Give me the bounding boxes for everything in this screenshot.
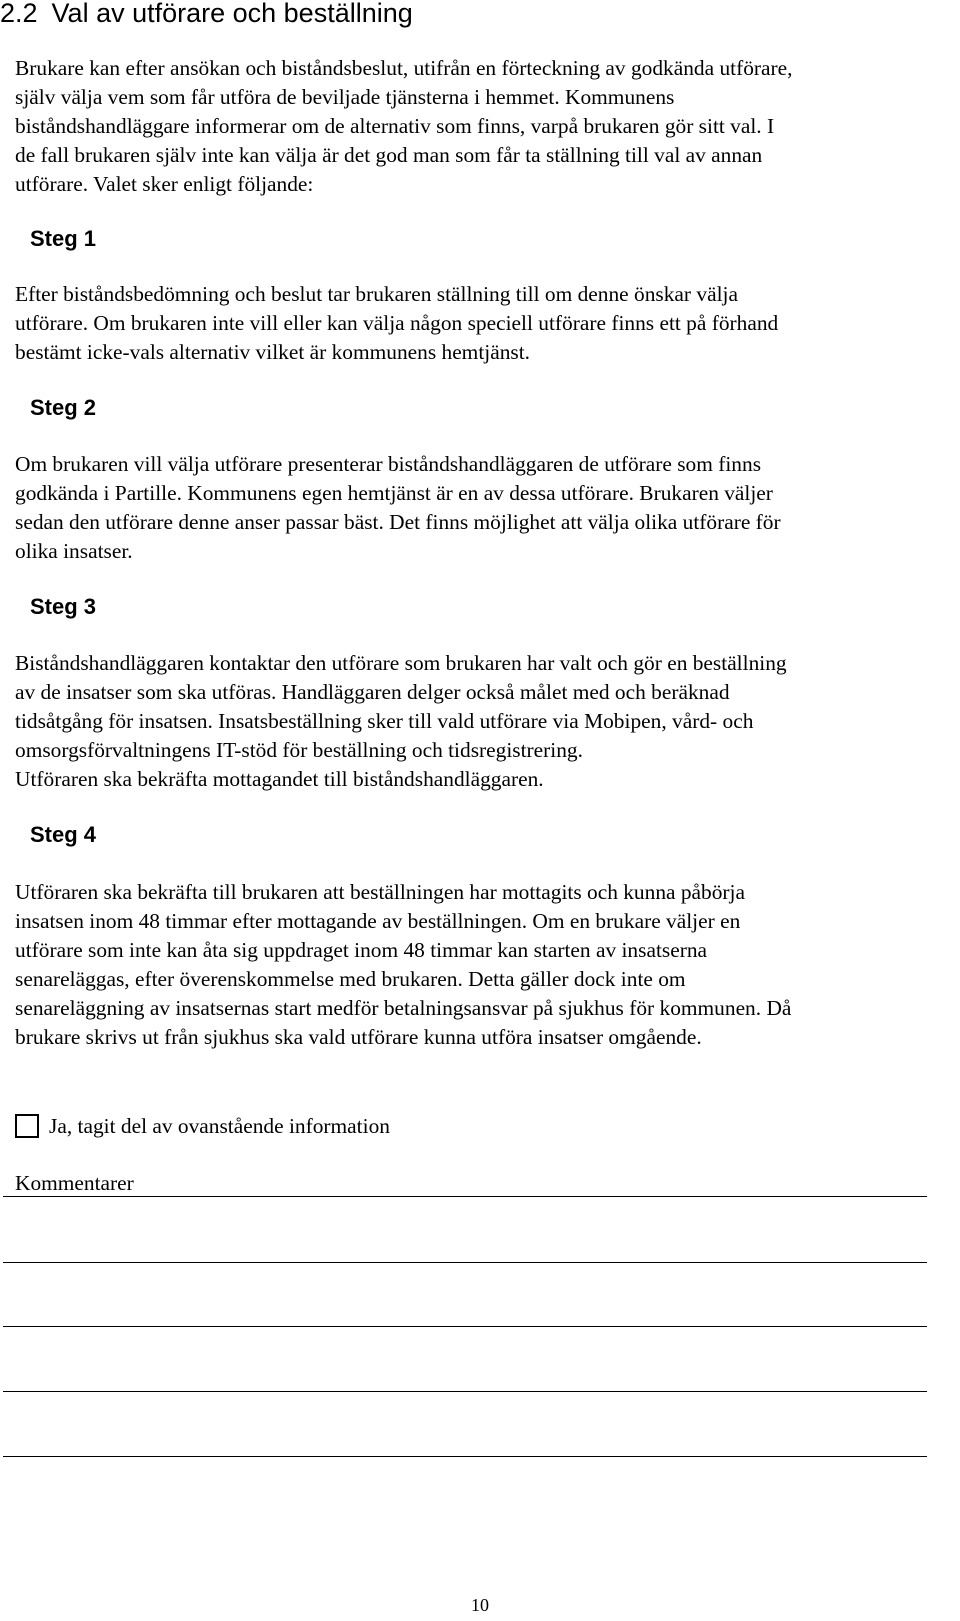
- step-2-line: sedan den utförare denne anser passar bäst. Det finns möjlighet att välja olika utförare för: [15, 510, 781, 534]
- comment-line[interactable]: [3, 1326, 927, 1327]
- section-number: 2.2: [0, 0, 38, 28]
- comment-line[interactable]: [3, 1391, 927, 1392]
- section-title: Val av utförare och beställning: [51, 0, 413, 28]
- step-4-line: insatsen inom 48 timmar efter mottagande av beställningen. Om en brukare väljer en: [15, 909, 741, 933]
- step-4-line: Utföraren ska bekräfta till brukaren att beställningen har mottagits och kunna påbörja: [15, 880, 745, 904]
- intro-line: biståndshandläggare informerar om de alternativ som finns, varpå brukaren gör sitt val. I: [15, 114, 775, 138]
- intro-line: de fall brukaren själv inte kan välja är det god man som får ta ställning till val av annan: [15, 143, 763, 167]
- step-4-line: senareläggning av insatsernas start medför betalningsansvar på sjukhus för kommunen. Då: [15, 996, 792, 1020]
- confirmation-row[interactable]: [15, 1111, 390, 1141]
- step-4-paragraph: [15, 878, 940, 1052]
- step-2-line: olika insatser.: [15, 539, 133, 563]
- step-1-line: Efter biståndsbedömning och beslut tar brukaren ställning till om denne önskar välja: [15, 282, 738, 306]
- step-3-line: omsorgsförvaltningens IT-stöd för beställning och tidsregistrering.: [15, 738, 583, 762]
- comment-line[interactable]: [3, 1196, 927, 1197]
- step-4-line: senareläggas, efter överenskommelse med brukaren. Detta gäller dock inte om: [15, 967, 686, 991]
- step-1-line: bestämt icke-vals alternativ vilket är kommunens hemtjänst.: [15, 340, 531, 364]
- comment-line[interactable]: [3, 1456, 927, 1457]
- comment-line[interactable]: [3, 1262, 927, 1263]
- step-2-paragraph: [15, 450, 940, 566]
- step-2-line: Om brukaren vill välja utförare presenterar biståndshandläggaren de utförare som finns: [15, 452, 762, 476]
- step-1-paragraph: [15, 280, 940, 367]
- step-3-line: Biståndshandläggaren kontaktar den utförare som brukaren har valt och gör en beställning: [15, 651, 787, 675]
- intro-line: utförare. Valet sker enligt följande:: [15, 172, 314, 196]
- step-3-title: Steg 3: [30, 594, 97, 619]
- section-heading: [0, 0, 413, 30]
- step-3-line: tidsåtgång för insatsen. Insatsbeställning sker till vald utförare via Mobipen, vård- och: [15, 709, 754, 733]
- step-4-line: brukare skrivs ut från sjukhus ska vald utförare kunna utföra insatser omgående.: [15, 1025, 702, 1049]
- step-2-line: godkända i Partille. Kommunens egen hemtjänst är en av dessa utförare. Brukaren väljer: [15, 481, 773, 505]
- step-4-line: utförare som inte kan åta sig uppdraget inom 48 timmar kan starten av insatserna: [15, 938, 708, 962]
- step-3-line: av de insatser som ska utföras. Handläggaren delger också målet med och beräknad: [15, 680, 730, 704]
- confirmation-checkbox[interactable]: [15, 1114, 39, 1138]
- step-2-title: Steg 2: [30, 395, 97, 420]
- step-3-line: Utföraren ska bekräfta mottagandet till biståndshandläggaren.: [15, 767, 544, 791]
- step-3-paragraph: [15, 649, 940, 794]
- step-1-line: utförare. Om brukaren inte vill eller kan välja någon speciell utförare finns ett på förhand: [15, 311, 779, 335]
- confirmation-label: Ja, tagit del av ovanstående information: [49, 1113, 390, 1138]
- step-1-title: Steg 1: [30, 226, 97, 251]
- intro-line: Brukare kan efter ansökan och biståndsbeslut, utifrån en förteckning av godkända utförare,: [15, 56, 793, 80]
- intro-paragraph: [15, 54, 940, 199]
- page-number: 10: [471, 1595, 489, 1615]
- intro-line: själv välja vem som får utföra de beviljade tjänsterna i hemmet. Kommunens: [15, 85, 675, 109]
- comments-label: Kommentarer: [15, 1171, 134, 1195]
- step-4-title: Steg 4: [30, 822, 97, 847]
